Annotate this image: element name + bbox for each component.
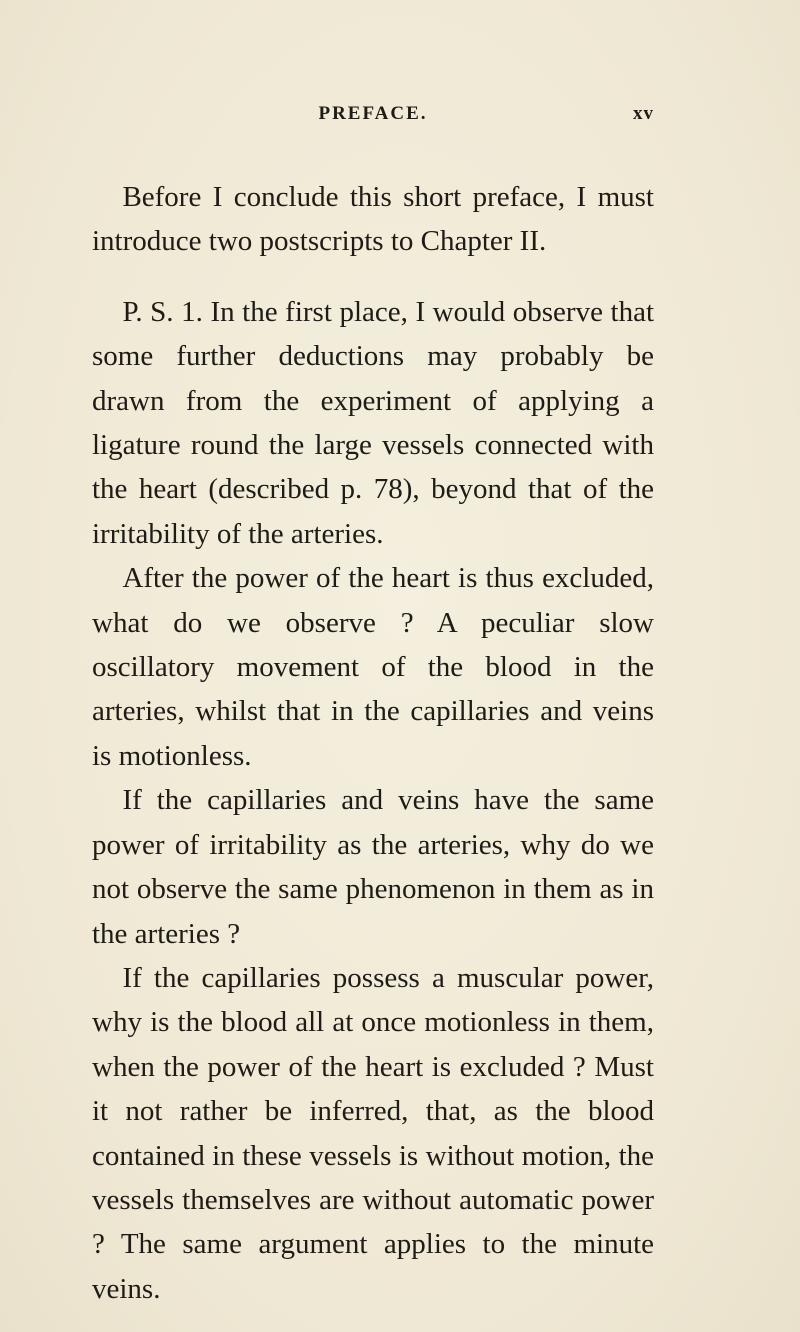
paragraph-postscript-one: P. S. 1. In the first place, I would observe that some further deductions may probably be drawn from the experiment of applying a ligature round the large vessels connected with the heart (described p. 78), beyond that of the irritability of the arteries. [92,295,654,550]
running-title: PREFACE. [318,103,428,124]
paragraph-intro: Before I conclude this short preface, I must introduce two postscripts to Chapter II. [92,181,654,258]
body-text [92,175,654,1311]
paragraph-observation: After the power of the heart is thus excluded, what do we observe ? A peculiar slow oscillatory movement of the blood in the arteries, whilst that in the capillaries and veins is motionless. [92,562,654,772]
running-head [92,103,654,131]
paragraph-argument: If the capillaries possess a muscular power, why is the blood all at once motionless in them, when the power of the heart is excluded ? Must it not rather be inferred, that, as the blood contained in these vessels is without motion, the vessels themselves are without automatic power ? The same argument applies to the minute veins. [92,961,654,1305]
paragraph-question: If the capillaries and veins have the same power of irritability as the arteries, why do we not observe the same phenomenon in them as in the arteries ? [92,784,654,950]
page-number: xv [633,103,654,124]
